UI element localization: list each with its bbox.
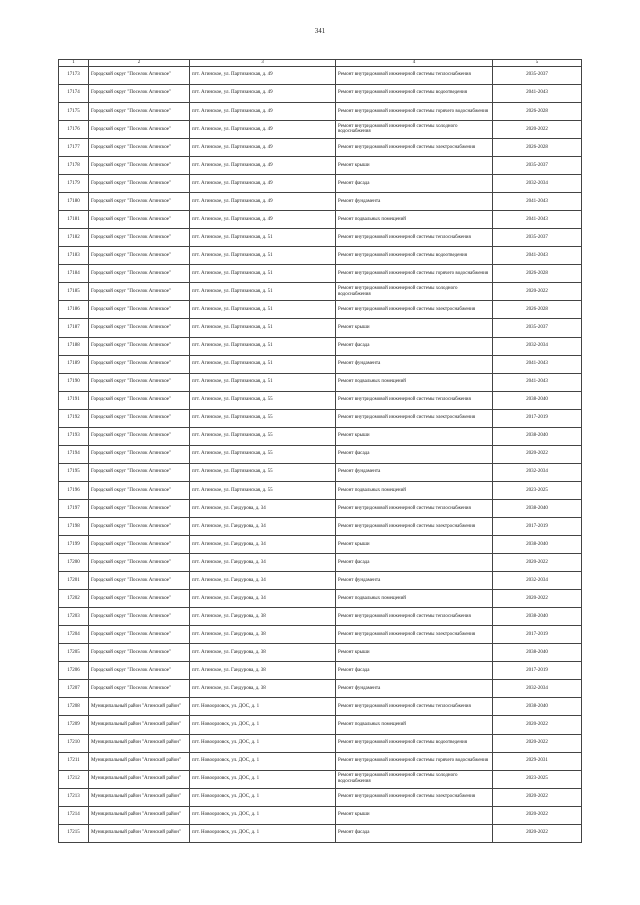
municipality-cell: Городской округ "Поселок Агинское" — [89, 247, 190, 265]
address-cell: пгт. Новоорловск, ул. ДОС, д. 1 — [190, 734, 336, 752]
row-number-cell: 17195 — [59, 463, 89, 481]
municipality-cell: Городской округ "Поселок Агинское" — [89, 626, 190, 644]
period-cell: 2032-2034 — [493, 572, 582, 590]
address-cell: пгт. Агинское, ул. Партизанская, д. 55 — [190, 445, 336, 463]
municipality-cell: Городской округ "Поселок Агинское" — [89, 120, 190, 138]
table-row — [59, 193, 582, 211]
work-type-cell: Ремонт фасада — [336, 662, 493, 680]
table-row — [59, 102, 582, 120]
table-row — [59, 211, 582, 229]
row-number-cell: 17176 — [59, 120, 89, 138]
table-row — [59, 301, 582, 319]
table-row — [59, 770, 582, 788]
row-number-cell: 17186 — [59, 301, 89, 319]
row-number-cell: 17187 — [59, 319, 89, 337]
table-row — [59, 517, 582, 535]
table-row — [59, 463, 582, 481]
table-row — [59, 229, 582, 247]
municipality-cell: Городской округ "Поселок Агинское" — [89, 391, 190, 409]
row-number-cell: 17188 — [59, 337, 89, 355]
table-row — [59, 319, 582, 337]
table-row — [59, 680, 582, 698]
row-number-cell: 17183 — [59, 247, 89, 265]
table-row — [59, 265, 582, 283]
work-type-cell: Ремонт внутридомовой инженерной системы электроснабжения — [336, 409, 493, 427]
municipality-cell: Городской округ "Поселок Агинское" — [89, 463, 190, 481]
address-cell: пгт. Агинское, ул. Гандурова, д. 38 — [190, 680, 336, 698]
municipality-cell: Городской округ "Поселок Агинское" — [89, 175, 190, 193]
column-header-1: 1 — [59, 60, 89, 67]
address-cell: пгт. Агинское, ул. Партизанская, д. 55 — [190, 481, 336, 499]
address-cell: пгт. Агинское, ул. Партизанская, д. 49 — [190, 66, 336, 84]
period-cell: 2020-2022 — [493, 120, 582, 138]
municipality-cell: Муниципальный район "Агинский район" — [89, 770, 190, 788]
address-cell: пгт. Агинское, ул. Партизанская, д. 51 — [190, 229, 336, 247]
row-number-cell: 17199 — [59, 536, 89, 554]
municipality-cell: Муниципальный район "Агинский район" — [89, 788, 190, 806]
address-cell: пгт. Агинское, ул. Гандурова, д. 34 — [190, 499, 336, 517]
work-type-cell: Ремонт внутридомовой инженерной системы водоотведения — [336, 734, 493, 752]
work-type-cell: Ремонт фундамента — [336, 355, 493, 373]
address-cell: пгт. Новоорловск, ул. ДОС, д. 1 — [190, 752, 336, 770]
work-type-cell: Ремонт фасада — [336, 337, 493, 355]
address-cell: пгт. Агинское, ул. Партизанская, д. 51 — [190, 337, 336, 355]
address-cell: пгт. Агинское, ул. Партизанская, д. 55 — [190, 391, 336, 409]
work-type-cell: Ремонт внутридомовой инженерной системы теплоснабжения — [336, 499, 493, 517]
row-number-cell: 17194 — [59, 445, 89, 463]
period-cell: 2023-2025 — [493, 770, 582, 788]
municipality-cell: Городской округ "Поселок Агинское" — [89, 499, 190, 517]
table-row — [59, 734, 582, 752]
period-cell: 2041-2043 — [493, 355, 582, 373]
work-type-cell: Ремонт фундамента — [336, 680, 493, 698]
work-type-cell: Ремонт фасада — [336, 824, 493, 842]
period-cell: 2041-2043 — [493, 373, 582, 391]
municipality-cell: Городской округ "Поселок Агинское" — [89, 229, 190, 247]
municipality-cell: Городской округ "Поселок Агинское" — [89, 373, 190, 391]
municipality-cell: Городской округ "Поселок Агинское" — [89, 536, 190, 554]
address-cell: пгт. Агинское, ул. Гандурова, д. 34 — [190, 517, 336, 535]
address-cell: пгт. Новоорловск, ул. ДОС, д. 1 — [190, 806, 336, 824]
address-cell: пгт. Агинское, ул. Гандурова, д. 34 — [190, 554, 336, 572]
address-cell: пгт. Агинское, ул. Партизанская, д. 51 — [190, 283, 336, 301]
table-row — [59, 662, 582, 680]
municipality-cell: Городской округ "Поселок Агинское" — [89, 572, 190, 590]
municipality-cell: Городской округ "Поселок Агинское" — [89, 608, 190, 626]
municipality-cell: Городской округ "Поселок Агинское" — [89, 554, 190, 572]
work-type-cell: Ремонт крыши — [336, 806, 493, 824]
table-row — [59, 120, 582, 138]
work-type-cell: Ремонт фундамента — [336, 572, 493, 590]
row-number-cell: 17180 — [59, 193, 89, 211]
address-cell: пгт. Агинское, ул. Гандурова, д. 38 — [190, 608, 336, 626]
work-type-cell: Ремонт фундамента — [336, 463, 493, 481]
row-number-cell: 17179 — [59, 175, 89, 193]
municipality-cell: Муниципальный район "Агинский район" — [89, 716, 190, 734]
period-cell: 2035-2037 — [493, 66, 582, 84]
address-cell: пгт. Новоорловск, ул. ДОС, д. 1 — [190, 770, 336, 788]
page-number: 341 — [314, 27, 326, 35]
municipality-cell: Городской округ "Поселок Агинское" — [89, 680, 190, 698]
period-cell: 2038-2040 — [493, 698, 582, 716]
period-cell: 2020-2022 — [493, 734, 582, 752]
period-cell: 2017-2019 — [493, 662, 582, 680]
column-header-4: 4 — [336, 60, 493, 67]
table-row — [59, 445, 582, 463]
row-number-cell: 17174 — [59, 84, 89, 102]
municipality-cell: Городской округ "Поселок Агинское" — [89, 590, 190, 608]
address-cell: пгт. Агинское, ул. Партизанская, д. 51 — [190, 319, 336, 337]
row-number-cell: 17196 — [59, 481, 89, 499]
address-cell: пгт. Агинское, ул. Партизанская, д. 49 — [190, 138, 336, 156]
row-number-cell: 17185 — [59, 283, 89, 301]
row-number-cell: 17212 — [59, 770, 89, 788]
work-type-cell: Ремонт фасада — [336, 554, 493, 572]
address-cell: пгт. Агинское, ул. Партизанская, д. 51 — [190, 247, 336, 265]
period-cell: 2038-2040 — [493, 499, 582, 517]
row-number-cell: 17175 — [59, 102, 89, 120]
municipality-cell: Городской округ "Поселок Агинское" — [89, 265, 190, 283]
period-cell: 2035-2037 — [493, 319, 582, 337]
work-type-cell: Ремонт подвальных помещений — [336, 716, 493, 734]
table-row — [59, 806, 582, 824]
row-number-cell: 17207 — [59, 680, 89, 698]
period-cell: 2038-2040 — [493, 608, 582, 626]
table-row — [59, 554, 582, 572]
table-row — [59, 481, 582, 499]
work-type-cell: Ремонт внутридомовой инженерной системы теплоснабжения — [336, 698, 493, 716]
address-cell: пгт. Новоорловск, ул. ДОС, д. 1 — [190, 788, 336, 806]
period-cell: 2020-2022 — [493, 788, 582, 806]
table-row — [59, 138, 582, 156]
period-cell: 2032-2034 — [493, 337, 582, 355]
period-cell: 2017-2019 — [493, 517, 582, 535]
address-cell: пгт. Агинское, ул. Партизанская, д. 49 — [190, 120, 336, 138]
address-cell: пгт. Агинское, ул. Партизанская, д. 55 — [190, 463, 336, 481]
municipality-cell: Городской округ "Поселок Агинское" — [89, 157, 190, 175]
header-row — [59, 60, 582, 67]
work-type-cell: Ремонт внутридомовой инженерной системы горячего водоснабжения — [336, 102, 493, 120]
municipality-cell: Городской округ "Поселок Агинское" — [89, 66, 190, 84]
period-cell: 2038-2040 — [493, 644, 582, 662]
work-type-cell: Ремонт внутридомовой инженерной системы теплоснабжения — [336, 229, 493, 247]
table-row — [59, 590, 582, 608]
period-cell: 2026-2028 — [493, 102, 582, 120]
column-header-3: 3 — [190, 60, 336, 67]
repair-schedule-table — [58, 59, 582, 843]
table-row — [59, 644, 582, 662]
address-cell: пгт. Агинское, ул. Партизанская, д. 49 — [190, 211, 336, 229]
column-header-2: 2 — [89, 60, 190, 67]
address-cell: пгт. Новоорловск, ул. ДОС, д. 1 — [190, 716, 336, 734]
address-cell: пгт. Агинское, ул. Партизанская, д. 49 — [190, 102, 336, 120]
address-cell: пгт. Агинское, ул. Гандурова, д. 38 — [190, 644, 336, 662]
period-cell: 2041-2043 — [493, 247, 582, 265]
work-type-cell: Ремонт подвальных помещений — [336, 211, 493, 229]
table-row — [59, 788, 582, 806]
address-cell: пгт. Новоорловск, ул. ДОС, д. 1 — [190, 824, 336, 842]
period-cell: 2041-2043 — [493, 84, 582, 102]
address-cell: пгт. Агинское, ул. Гандурова, д. 38 — [190, 626, 336, 644]
municipality-cell: Муниципальный район "Агинский район" — [89, 824, 190, 842]
table-row — [59, 608, 582, 626]
row-number-cell: 17201 — [59, 572, 89, 590]
table-row — [59, 752, 582, 770]
row-number-cell: 17213 — [59, 788, 89, 806]
row-number-cell: 17203 — [59, 608, 89, 626]
period-cell: 2041-2043 — [493, 211, 582, 229]
address-cell: пгт. Агинское, ул. Партизанская, д. 55 — [190, 409, 336, 427]
table-body — [59, 66, 582, 842]
row-number-cell: 17211 — [59, 752, 89, 770]
table-row — [59, 84, 582, 102]
table-row — [59, 427, 582, 445]
row-number-cell: 17184 — [59, 265, 89, 283]
table-row — [59, 355, 582, 373]
table-row — [59, 283, 582, 301]
address-cell: пгт. Агинское, ул. Партизанская, д. 55 — [190, 427, 336, 445]
work-type-cell: Ремонт крыши — [336, 157, 493, 175]
municipality-cell: Городской округ "Поселок Агинское" — [89, 481, 190, 499]
period-cell: 2017-2019 — [493, 409, 582, 427]
municipality-cell: Городской округ "Поселок Агинское" — [89, 283, 190, 301]
period-cell: 2023-2025 — [493, 481, 582, 499]
work-type-cell: Ремонт крыши — [336, 427, 493, 445]
table-row — [59, 175, 582, 193]
work-type-cell: Ремонт внутридомовой инженерной системы электроснабжения — [336, 517, 493, 535]
address-cell: пгт. Агинское, ул. Партизанская, д. 49 — [190, 175, 336, 193]
municipality-cell: Муниципальный район "Агинский район" — [89, 734, 190, 752]
row-number-cell: 17204 — [59, 626, 89, 644]
row-number-cell: 17205 — [59, 644, 89, 662]
table-row — [59, 499, 582, 517]
address-cell: пгт. Агинское, ул. Партизанская, д. 49 — [190, 84, 336, 102]
period-cell: 2026-2028 — [493, 301, 582, 319]
municipality-cell: Городской округ "Поселок Агинское" — [89, 337, 190, 355]
work-type-cell: Ремонт внутридомовой инженерной системы теплоснабжения — [336, 608, 493, 626]
municipality-cell: Городской округ "Поселок Агинское" — [89, 319, 190, 337]
period-cell: 2020-2022 — [493, 824, 582, 842]
work-type-cell: Ремонт внутридомовой инженерной системы холодного водоснабжения — [336, 770, 493, 788]
period-cell: 2032-2034 — [493, 680, 582, 698]
row-number-cell: 17200 — [59, 554, 89, 572]
table-row — [59, 391, 582, 409]
work-type-cell: Ремонт крыши — [336, 536, 493, 554]
municipality-cell: Городской округ "Поселок Агинское" — [89, 409, 190, 427]
period-cell: 2029-2031 — [493, 752, 582, 770]
address-cell: пгт. Новоорловск, ул. ДОС, д. 1 — [190, 698, 336, 716]
address-cell: пгт. Агинское, ул. Гандурова, д. 34 — [190, 572, 336, 590]
table-row — [59, 66, 582, 84]
row-number-cell: 17198 — [59, 517, 89, 535]
address-cell: пгт. Агинское, ул. Партизанская, д. 49 — [190, 157, 336, 175]
row-number-cell: 17173 — [59, 66, 89, 84]
period-cell: 2038-2040 — [493, 536, 582, 554]
period-cell: 2032-2034 — [493, 175, 582, 193]
period-cell: 2020-2022 — [493, 445, 582, 463]
table-row — [59, 373, 582, 391]
municipality-cell: Городской округ "Поселок Агинское" — [89, 644, 190, 662]
row-number-cell: 17189 — [59, 355, 89, 373]
municipality-cell: Городской округ "Поселок Агинское" — [89, 211, 190, 229]
table-row — [59, 716, 582, 734]
row-number-cell: 17181 — [59, 211, 89, 229]
period-cell: 2041-2043 — [493, 193, 582, 211]
row-number-cell: 17209 — [59, 716, 89, 734]
period-cell: 2020-2022 — [493, 283, 582, 301]
period-cell: 2035-2037 — [493, 229, 582, 247]
work-type-cell: Ремонт внутридомовой инженерной системы электроснабжения — [336, 138, 493, 156]
municipality-cell: Городской округ "Поселок Агинское" — [89, 427, 190, 445]
address-cell: пгт. Агинское, ул. Гандурова, д. 34 — [190, 590, 336, 608]
municipality-cell: Городской округ "Поселок Агинское" — [89, 355, 190, 373]
work-type-cell: Ремонт подвальных помещений — [336, 590, 493, 608]
table-row — [59, 247, 582, 265]
municipality-cell: Муниципальный район "Агинский район" — [89, 806, 190, 824]
municipality-cell: Городской округ "Поселок Агинское" — [89, 193, 190, 211]
address-cell: пгт. Агинское, ул. Гандурова, д. 38 — [190, 662, 336, 680]
row-number-cell: 17215 — [59, 824, 89, 842]
municipality-cell: Городской округ "Поселок Агинское" — [89, 517, 190, 535]
municipality-cell: Городской округ "Поселок Агинское" — [89, 662, 190, 680]
table-row — [59, 157, 582, 175]
row-number-cell: 17192 — [59, 409, 89, 427]
work-type-cell: Ремонт внутридомовой инженерной системы горячего водоснабжения — [336, 752, 493, 770]
municipality-cell: Городской округ "Поселок Агинское" — [89, 102, 190, 120]
address-cell: пгт. Агинское, ул. Гандурова, д. 34 — [190, 536, 336, 554]
row-number-cell: 17197 — [59, 499, 89, 517]
period-cell: 2017-2019 — [493, 626, 582, 644]
row-number-cell: 17190 — [59, 373, 89, 391]
row-number-cell: 17208 — [59, 698, 89, 716]
work-type-cell: Ремонт внутридомовой инженерной системы электроснабжения — [336, 626, 493, 644]
table-row — [59, 572, 582, 590]
work-type-cell: Ремонт подвальных помещений — [336, 373, 493, 391]
municipality-cell: Городской округ "Поселок Агинское" — [89, 84, 190, 102]
period-cell: 2035-2037 — [493, 157, 582, 175]
municipality-cell: Городской округ "Поселок Агинское" — [89, 301, 190, 319]
work-type-cell: Ремонт фасада — [336, 175, 493, 193]
period-cell: 2026-2028 — [493, 138, 582, 156]
period-cell: 2026-2028 — [493, 265, 582, 283]
row-number-cell: 17202 — [59, 590, 89, 608]
address-cell: пгт. Агинское, ул. Партизанская, д. 51 — [190, 355, 336, 373]
period-cell: 2038-2040 — [493, 427, 582, 445]
row-number-cell: 17182 — [59, 229, 89, 247]
table-row — [59, 409, 582, 427]
table-row — [59, 698, 582, 716]
row-number-cell: 17210 — [59, 734, 89, 752]
address-cell: пгт. Агинское, ул. Партизанская, д. 51 — [190, 301, 336, 319]
period-cell: 2038-2040 — [493, 391, 582, 409]
row-number-cell: 17177 — [59, 138, 89, 156]
table-row — [59, 337, 582, 355]
table-header — [59, 60, 582, 67]
row-number-cell: 17214 — [59, 806, 89, 824]
work-type-cell: Ремонт внутридомовой инженерной системы теплоснабжения — [336, 66, 493, 84]
work-type-cell: Ремонт внутридомовой инженерной системы электроснабжения — [336, 788, 493, 806]
municipality-cell: Городской округ "Поселок Агинское" — [89, 138, 190, 156]
work-type-cell: Ремонт фасада — [336, 445, 493, 463]
row-number-cell: 17206 — [59, 662, 89, 680]
municipality-cell: Городской округ "Поселок Агинское" — [89, 445, 190, 463]
period-cell: 2020-2022 — [493, 590, 582, 608]
work-type-cell: Ремонт внутридомовой инженерной системы водоотведения — [336, 84, 493, 102]
address-cell: пгт. Агинское, ул. Партизанская, д. 51 — [190, 373, 336, 391]
work-type-cell: Ремонт крыши — [336, 319, 493, 337]
table-row — [59, 536, 582, 554]
row-number-cell: 17193 — [59, 427, 89, 445]
period-cell: 2032-2034 — [493, 463, 582, 481]
address-cell: пгт. Агинское, ул. Партизанская, д. 51 — [190, 265, 336, 283]
work-type-cell: Ремонт внутридомовой инженерной системы теплоснабжения — [336, 391, 493, 409]
table-row — [59, 626, 582, 644]
period-cell: 2020-2022 — [493, 716, 582, 734]
work-type-cell: Ремонт внутридомовой инженерной системы холодного водоснабжения — [336, 120, 493, 138]
municipality-cell: Муниципальный район "Агинский район" — [89, 752, 190, 770]
work-type-cell: Ремонт внутридомовой инженерной системы электроснабжения — [336, 301, 493, 319]
work-type-cell: Ремонт внутридомовой инженерной системы холодного водоснабжения — [336, 283, 493, 301]
period-cell: 2020-2022 — [493, 806, 582, 824]
row-number-cell: 17191 — [59, 391, 89, 409]
column-header-5: 5 — [493, 60, 582, 67]
work-type-cell: Ремонт крыши — [336, 644, 493, 662]
municipality-cell: Муниципальный район "Агинский район" — [89, 698, 190, 716]
table-row — [59, 824, 582, 842]
work-type-cell: Ремонт подвальных помещений — [336, 481, 493, 499]
row-number-cell: 17178 — [59, 157, 89, 175]
address-cell: пгт. Агинское, ул. Партизанская, д. 49 — [190, 193, 336, 211]
work-type-cell: Ремонт внутридомовой инженерной системы водоотведения — [336, 247, 493, 265]
work-type-cell: Ремонт фундамента — [336, 193, 493, 211]
period-cell: 2020-2022 — [493, 554, 582, 572]
work-type-cell: Ремонт внутридомовой инженерной системы горячего водоснабжения — [336, 265, 493, 283]
